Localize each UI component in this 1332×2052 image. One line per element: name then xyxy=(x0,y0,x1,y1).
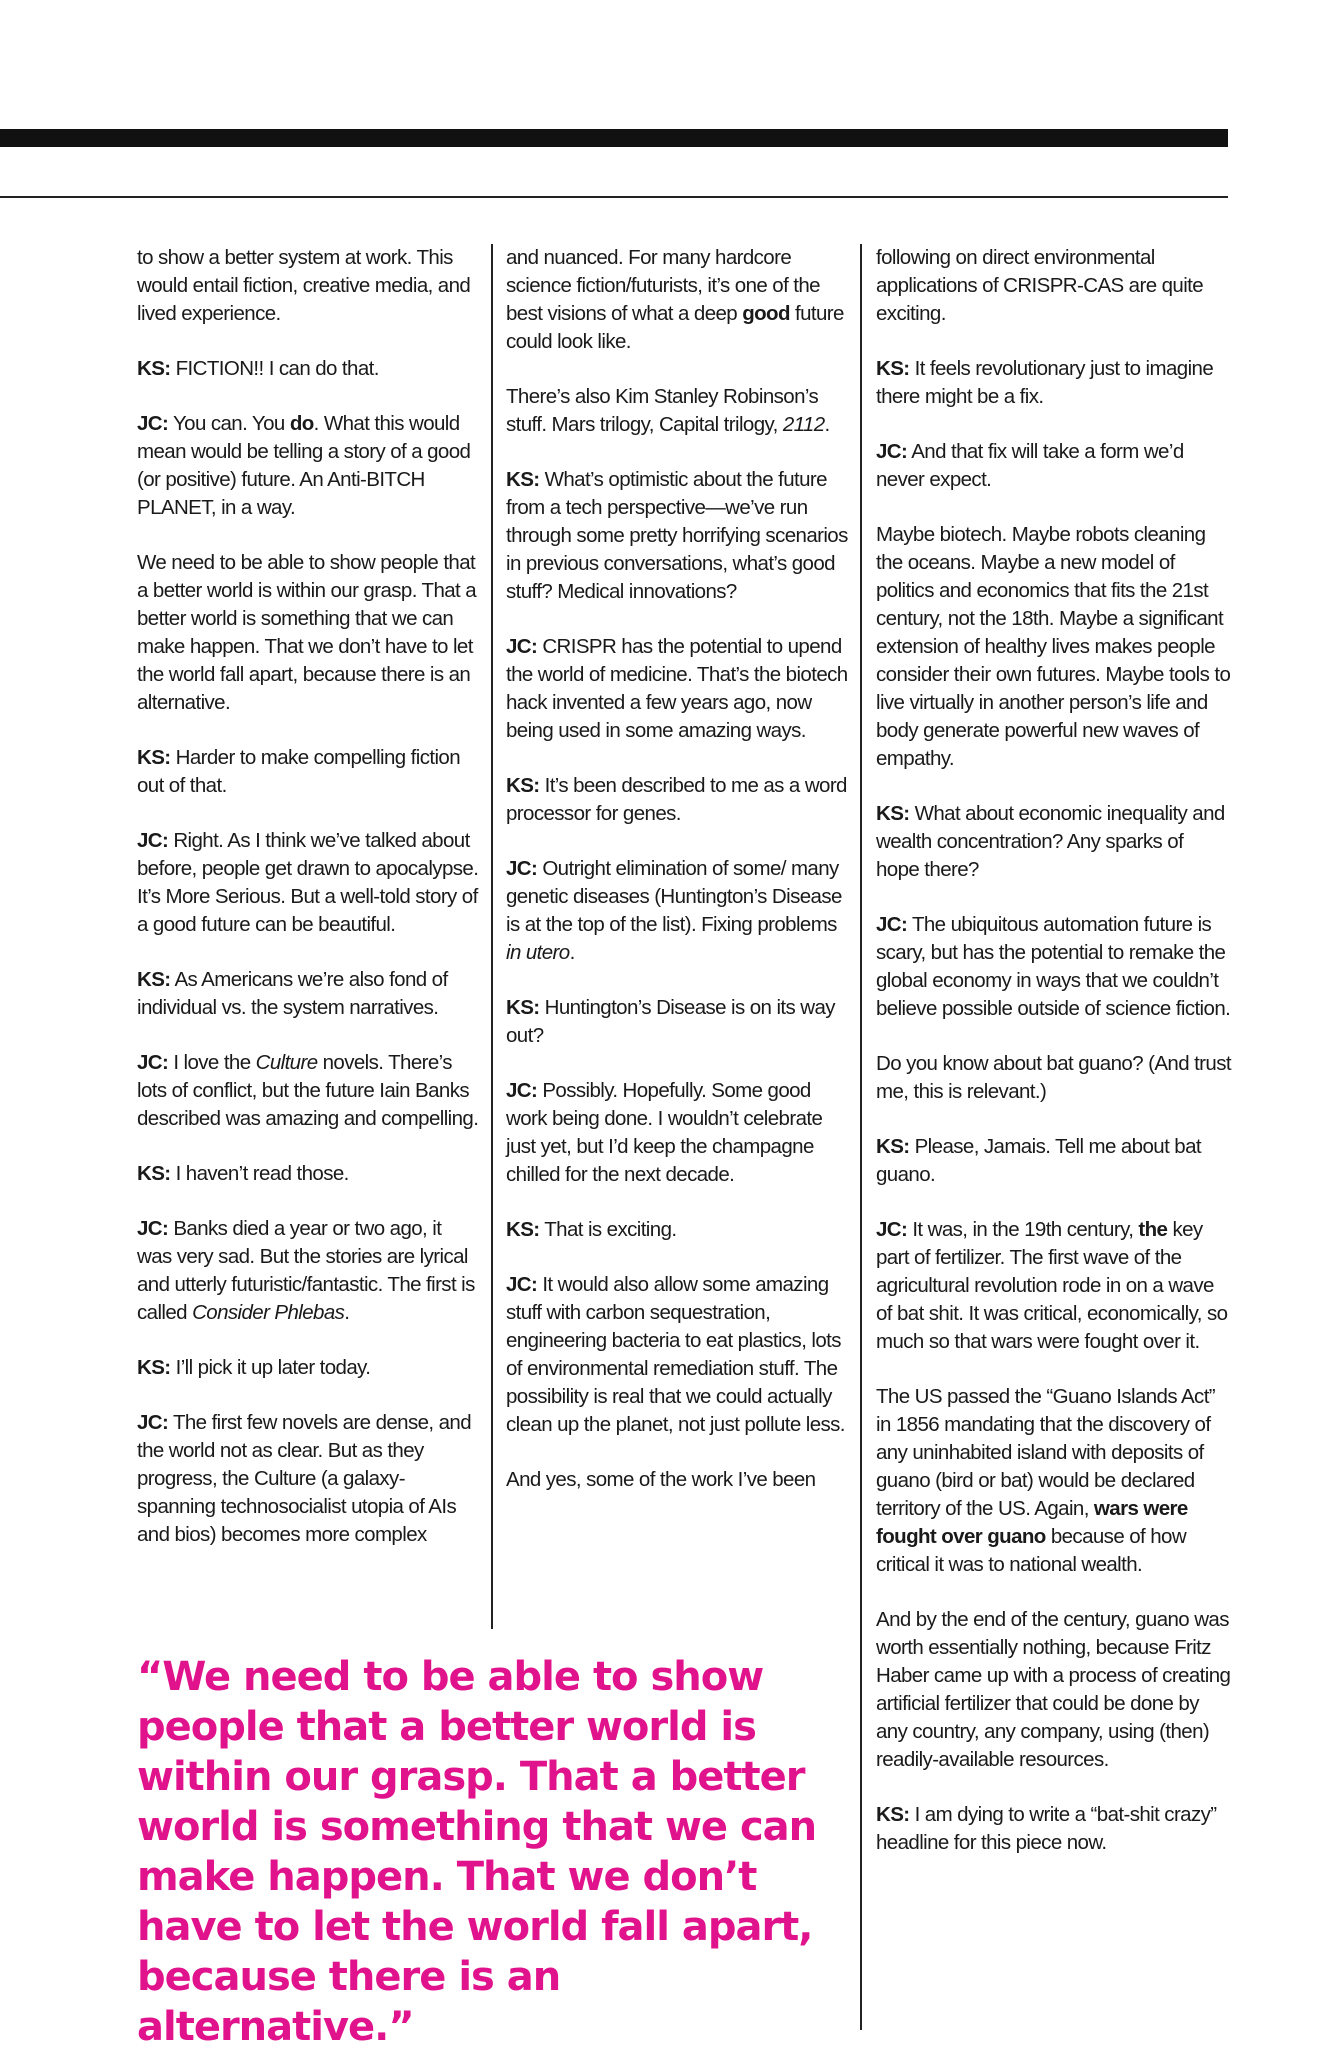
paragraph-text: The first few novels are dense, and the world not as clear. But as they progress, the Culture (a galaxy-spanning technosocialist utopia of AIs and bios) becomes more complex xyxy=(137,1411,472,1546)
emphasis-italic: in utero xyxy=(506,941,570,964)
speaker-label: KS: xyxy=(876,1135,910,1158)
paragraph xyxy=(506,994,849,1050)
paragraph xyxy=(506,1077,849,1189)
paragraph xyxy=(137,410,480,522)
speaker-label: KS: xyxy=(506,774,540,797)
paragraph-text: That is exciting. xyxy=(539,1218,677,1241)
paragraph xyxy=(137,549,480,717)
paragraph-text: Harder to make compelling fiction out of that. xyxy=(137,746,461,797)
speaker-label: KS: xyxy=(137,1356,171,1379)
paragraph xyxy=(506,855,849,967)
paragraph-text: Huntington’s Disease is on its way out? xyxy=(506,996,835,1047)
speaker-label: JC: xyxy=(506,1273,538,1296)
emphasis-bold: do xyxy=(289,412,314,435)
paragraph-text: There’s also Kim Stanley Robinson’s stuff. Mars trilogy, Capital trilogy, xyxy=(506,385,819,436)
paragraph xyxy=(137,244,480,328)
paragraph-text: Outright elimination of some/ many genetic diseases (Huntington’s Disease is at the top of the list). Fixing problems xyxy=(506,857,842,936)
speaker-label: JC: xyxy=(137,412,169,435)
paragraph-text: It would also allow some amazing stuff with carbon sequestration, engineering bacteria to eat plastics, lots of environmental remediation stuff. The possibility is real that we could actually clean up the planet, not just pollute less. xyxy=(506,1273,845,1436)
paragraph-text: Do you know about bat guano? (And trust me, this is relevant.) xyxy=(876,1052,1231,1103)
speaker-label: JC: xyxy=(876,913,908,936)
text-column-1 xyxy=(137,244,480,1576)
paragraph xyxy=(137,1049,480,1133)
emphasis-bold: wars were fought over guano xyxy=(876,1497,1188,1548)
paragraph-text: What’s optimistic about the future from a tech perspective—we’ve run through some pretty horrifying scenarios in previous conversations, what’s good stuff? Medical innovations? xyxy=(506,468,848,603)
paragraph xyxy=(876,438,1231,494)
paragraph-text: And that fix will take a form we’d never expect. xyxy=(876,440,1184,491)
emphasis-italic: 2112 xyxy=(782,413,825,436)
paragraph-text: Banks died a year or two ago, it was very sad. But the stories are lyrical and utterly futuristic/fantastic. The first is called xyxy=(137,1217,475,1324)
speaker-label: KS: xyxy=(876,1803,910,1826)
speaker-label: JC: xyxy=(506,857,538,880)
emphasis-italic: Culture xyxy=(255,1051,318,1074)
speaker-label: JC: xyxy=(137,1411,169,1434)
paragraph-text: I am dying to write a “bat-shit crazy” headline for this piece now. xyxy=(876,1803,1217,1854)
paragraph xyxy=(876,911,1231,1023)
paragraph-text: Maybe biotech. Maybe robots cleaning the oceans. Maybe a new model of politics and economics that fits the 21st century, not the 18th. Maybe a significant extension of healthy lives makes people consider their own futures. Maybe tools to live virtually in another person’s life and body generate powerful new waves of empathy. xyxy=(876,523,1231,770)
paragraph xyxy=(506,466,849,606)
paragraph-text: You can. You xyxy=(168,412,290,435)
emphasis-bold: the xyxy=(1138,1218,1168,1241)
paragraph-text: We need to be able to show people that a better world is within our grasp. That a better world is something that we can make happen. That we don’t have to let the world fall apart, because there is an alternative. xyxy=(137,551,477,714)
paragraph xyxy=(506,383,849,439)
paragraph xyxy=(137,1409,480,1549)
paragraph xyxy=(876,1050,1231,1106)
speaker-label: JC: xyxy=(137,1051,169,1074)
paragraph xyxy=(506,633,849,745)
paragraph-text: The US passed the “Guano Islands Act” in 1856 mandating that the discovery of any uninhabited island with deposits of guano (bird or bat) would be declared territory of the US. Again, xyxy=(876,1385,1216,1520)
paragraph-text: CRISPR has the potential to upend the world of medicine. That’s the biotech hack invented a few years ago, now being used in some amazing ways. xyxy=(506,635,848,742)
paragraph-text: future could look like. xyxy=(506,302,844,353)
paragraph-text: key part of fertilizer. The first wave of the agricultural revolution rode in on a wave of bat shit. It was critical, economically, so much so that wars were fought over it. xyxy=(876,1218,1228,1353)
paragraph xyxy=(506,772,849,828)
text-column-3 xyxy=(876,244,1231,1884)
paragraph xyxy=(876,1606,1231,1774)
speaker-label: JC: xyxy=(137,829,169,852)
paragraph-text: because of how critical it was to national wealth. xyxy=(876,1525,1187,1576)
paragraph-text: It was, in the 19th century, xyxy=(907,1218,1139,1241)
column-divider-1 xyxy=(491,244,493,1629)
speaker-label: JC: xyxy=(506,1079,538,1102)
paragraph-text: . xyxy=(344,1301,350,1324)
speaker-label: JC: xyxy=(506,635,538,658)
paragraph-text: . xyxy=(569,941,575,964)
paragraph xyxy=(137,1354,480,1382)
paragraph xyxy=(137,1160,480,1188)
speaker-label: KS: xyxy=(137,1162,171,1185)
speaker-label: KS: xyxy=(137,968,171,991)
paragraph xyxy=(876,1383,1231,1579)
paragraph xyxy=(506,1216,849,1244)
paragraph-text: . What this would mean would be telling a story of a good (or positive) future. An Anti-BITCH PLANET, in a way. xyxy=(137,412,471,519)
paragraph xyxy=(137,1215,480,1327)
column-divider-2 xyxy=(860,244,862,2030)
paragraph xyxy=(506,244,849,356)
paragraph-text: FICTION!! I can do that. xyxy=(170,357,379,380)
header-bar xyxy=(0,129,1228,147)
speaker-label: KS: xyxy=(506,468,540,491)
speaker-label: KS: xyxy=(506,996,540,1019)
paragraph xyxy=(137,355,480,383)
paragraph xyxy=(876,521,1231,773)
paragraph-text: I love the xyxy=(168,1051,256,1074)
emphasis-bold: good xyxy=(742,302,790,325)
paragraph xyxy=(506,1466,849,1494)
speaker-label: JC: xyxy=(876,1218,908,1241)
speaker-label: KS: xyxy=(876,357,910,380)
paragraph-text: and nuanced. For many hardcore science fiction/futurists, it’s one of the best visions of what a deep xyxy=(506,246,820,325)
paragraph-text: What about economic inequality and wealth concentration? Any sparks of hope there? xyxy=(876,802,1225,881)
paragraph xyxy=(137,966,480,1022)
paragraph-text: I’ll pick it up later today. xyxy=(170,1356,371,1379)
paragraph xyxy=(137,744,480,800)
paragraph-text: following on direct environmental applications of CRISPR-CAS are quite exciting. xyxy=(876,246,1204,325)
paragraph-text: The ubiquitous automation future is scary, but has the potential to remake the global economy in ways that we couldn’t believe possible outside of science fiction. xyxy=(876,913,1231,1020)
paragraph xyxy=(876,1133,1231,1189)
speaker-label: JC: xyxy=(876,440,908,463)
speaker-label: JC: xyxy=(137,1217,169,1240)
paragraph-text: And yes, some of the work I’ve been xyxy=(506,1468,816,1491)
text-column-2 xyxy=(506,244,849,1521)
emphasis-italic: Consider Phlebas xyxy=(192,1301,345,1324)
paragraph-text: As Americans we’re also fond of individual vs. the system narratives. xyxy=(137,968,448,1019)
paragraph xyxy=(876,1801,1231,1857)
speaker-label: KS: xyxy=(506,1218,540,1241)
paragraph-text: Right. As I think we’ve talked about before, people get drawn to apocalypse. It’s More Serious. But a well-told story of a good future can be beautiful. xyxy=(137,829,479,936)
speaker-label: KS: xyxy=(137,746,171,769)
pull-quote: “We need to be able to show people that a better world is within our grasp. That a better world is something that we can make happen. That we don’t have to let the world fall apart, because there is an alternative.” xyxy=(137,1654,817,2050)
paragraph xyxy=(876,800,1231,884)
paragraph-text: I haven’t read those. xyxy=(170,1162,349,1185)
paragraph xyxy=(876,244,1231,328)
header-rule xyxy=(0,196,1228,198)
paragraph-text: . xyxy=(824,413,830,436)
paragraph-text: novels. There’s lots of conflict, but the future Iain Banks described was amazing and compelling. xyxy=(137,1051,479,1130)
paragraph xyxy=(506,1271,849,1439)
paragraph-text: Possibly. Hopefully. Some good work being done. I wouldn’t celebrate just yet, but I’d keep the champagne chilled for the next decade. xyxy=(506,1079,823,1186)
paragraph-text: It’s been described to me as a word processor for genes. xyxy=(506,774,847,825)
paragraph-text: to show a better system at work. This would entail fiction, creative media, and lived experience. xyxy=(137,246,471,325)
paragraph-text: It feels revolutionary just to imagine there might be a fix. xyxy=(876,357,1214,408)
speaker-label: KS: xyxy=(876,802,910,825)
paragraph xyxy=(137,827,480,939)
paragraph xyxy=(876,355,1231,411)
paragraph-text: Please, Jamais. Tell me about bat guano. xyxy=(876,1135,1201,1186)
paragraph xyxy=(876,1216,1231,1356)
paragraph-text: And by the end of the century, guano was worth essentially nothing, because Fritz Haber came up with a process of creating artificial fertilizer that could be done by any country, any company, using (then) readily-available resources. xyxy=(876,1608,1231,1771)
speaker-label: KS: xyxy=(137,357,171,380)
